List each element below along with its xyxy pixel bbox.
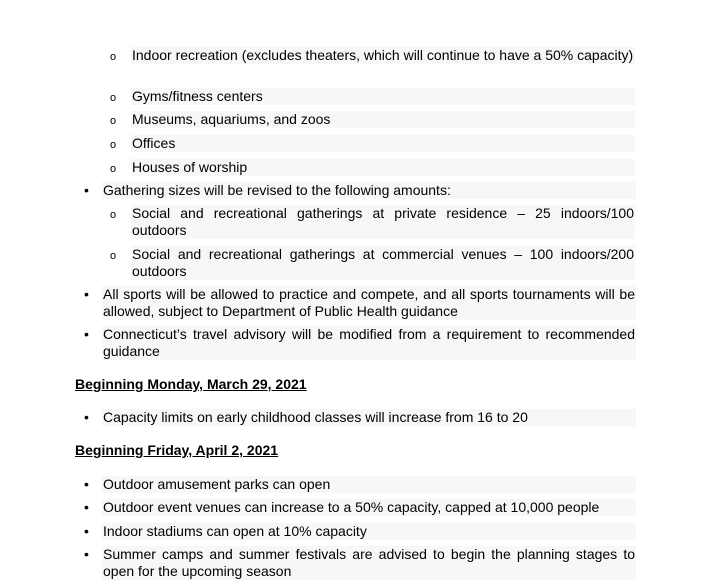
section-heading: Beginning Friday, April 2, 2021 xyxy=(75,442,279,458)
bullet-marker: • xyxy=(84,476,89,492)
list-item-text: Gathering sizes will be revised to the following amounts: xyxy=(102,182,636,199)
list-item-text: Offices xyxy=(131,135,635,152)
list-item-text: Social and recreational gatherings at private residence – 25 indoors/100 outdoors xyxy=(132,205,634,238)
bullet-marker: • xyxy=(84,286,89,302)
bullet-marker: • xyxy=(84,499,89,515)
list-item-text: Outdoor event venues can increase to a 50% capacity, capped at 10,000 people xyxy=(102,499,636,516)
sub-bullet-marker: o xyxy=(110,92,117,104)
sub-bullet-marker: o xyxy=(110,250,117,262)
list-item-text: Houses of worship xyxy=(131,159,635,176)
sub-bullet-marker: o xyxy=(110,139,117,151)
list-item-text: Outdoor amusement parks can open xyxy=(102,476,636,493)
list-item-text: All sports will be allowed to practice and compete, and all sports tournaments will be allowed, subject to Department of Public Health guidance xyxy=(103,286,635,319)
sub-bullet-marker: o xyxy=(110,51,117,63)
sub-bullet-marker: o xyxy=(110,115,117,127)
list-item-text: Indoor recreation (excludes theaters, which will continue to have a 50% capacity) xyxy=(132,47,634,63)
list-item-text: Indoor stadiums can open at 10% capacity xyxy=(102,523,636,540)
sub-bullet-marker: o xyxy=(110,209,117,221)
bullet-marker: • xyxy=(84,523,89,539)
list-item-text: Social and recreational gatherings at commercial venues – 100 indoors/200 outdoors xyxy=(132,246,634,279)
section-heading: Beginning Monday, March 29, 2021 xyxy=(75,376,307,392)
bullet-marker: • xyxy=(84,546,89,562)
sub-bullet-marker: o xyxy=(110,163,117,175)
list-item-text: Capacity limits on early childhood classes will increase from 16 to 20 xyxy=(102,409,636,426)
bullet-marker: • xyxy=(84,182,89,198)
bullet-marker: • xyxy=(84,409,89,425)
list-item-text: Gyms/fitness centers xyxy=(131,88,635,105)
bullet-marker: • xyxy=(84,326,89,342)
list-item-text: Summer camps and summer festivals are advised to begin the planning stages to open for the upcoming season xyxy=(103,546,635,579)
list-item-text: Museums, aquariums, and zoos xyxy=(131,111,635,128)
list-item-text: Connecticut’s travel advisory will be modified from a requirement to recommended guidance xyxy=(103,326,635,359)
